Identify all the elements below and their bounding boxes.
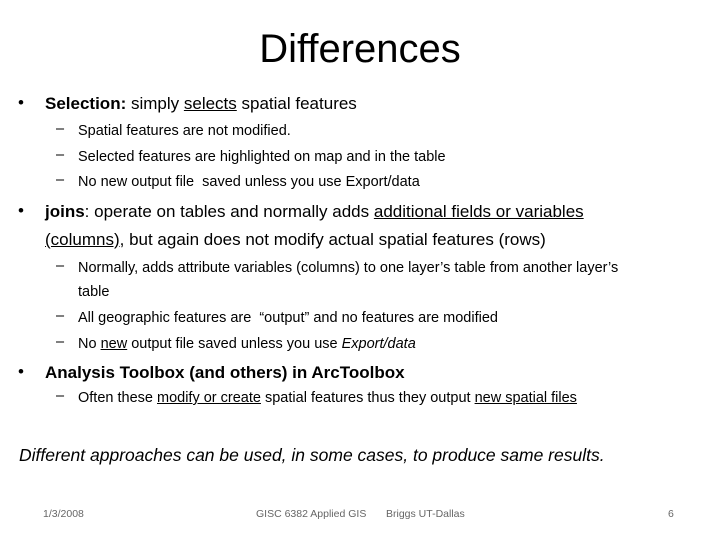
underlined-text: modify or create: [157, 390, 261, 406]
sub-bullet: Spatial features are not modified.: [78, 123, 291, 139]
bullet-joins: [45, 201, 584, 223]
sub-bullet: No new output file saved unless you use Export/data: [78, 174, 420, 190]
bullet-joins-line-2: [45, 229, 546, 251]
footer-course: GISC 6382 Applied GIS: [256, 508, 367, 520]
bullet-lead: joins: [45, 202, 85, 221]
underlined-text: selects: [183, 94, 237, 113]
italic-text: Export/data: [341, 336, 416, 352]
sub-bullet: All geographic features are “output” and no features are modified: [78, 310, 498, 326]
sub-bullet-marker: –: [56, 172, 65, 188]
sub-bullet: Selected features are highlighted on map and in the table: [78, 149, 446, 165]
footer-date: 1/3/2008: [43, 508, 84, 520]
footer-page-number: 6: [668, 508, 674, 520]
bullet-selection: [45, 93, 357, 115]
sub-bullet-marker: –: [56, 308, 65, 324]
sub-bullet-marker: –: [56, 388, 65, 404]
underlined-text: additional fields or variables: [373, 202, 584, 221]
sub-bullet-marker: –: [56, 121, 65, 137]
underlined-text: (columns): [45, 230, 120, 249]
underlined-text: new spatial files: [474, 390, 577, 406]
sub-bullet: [78, 334, 416, 354]
sub-bullet-text: Often these: [78, 390, 157, 406]
sub-bullet-marker: –: [56, 147, 65, 163]
sub-bullet-text: output file saved unless you use: [127, 336, 342, 352]
footer-author: Briggs UT-Dallas: [386, 508, 465, 520]
slide-title: Differences: [259, 27, 461, 71]
bullet-text: simply: [126, 94, 184, 113]
sub-bullet-marker: –: [56, 258, 65, 274]
sub-bullet-marker: –: [56, 334, 65, 350]
sub-bullet-text: No: [78, 336, 101, 352]
bullet-text: spatial features: [236, 94, 357, 113]
summary-text: Different approaches can be used, in some cases, to produce same results.: [19, 445, 605, 465]
bullet-analysis-toolbox: Analysis Toolbox (and others) in ArcToolbox: [45, 363, 405, 382]
sub-bullet: Normally, adds attribute variables (columns) to one layer’s table from another layer’s: [78, 260, 619, 276]
sub-bullet-continuation: table: [78, 284, 110, 300]
sub-bullet-text: spatial features thus they output: [260, 390, 475, 406]
sub-bullet: [78, 388, 577, 408]
bullet-text: : operate on tables and normally adds: [84, 202, 374, 221]
bullet-marker: •: [18, 362, 24, 381]
bullet-text: , but again does not modify actual spatial features (rows): [119, 230, 546, 249]
bullet-marker: •: [18, 93, 24, 112]
bullet-marker: •: [18, 201, 24, 220]
bullet-lead: Selection:: [45, 94, 127, 113]
underlined-text: new: [100, 336, 128, 352]
